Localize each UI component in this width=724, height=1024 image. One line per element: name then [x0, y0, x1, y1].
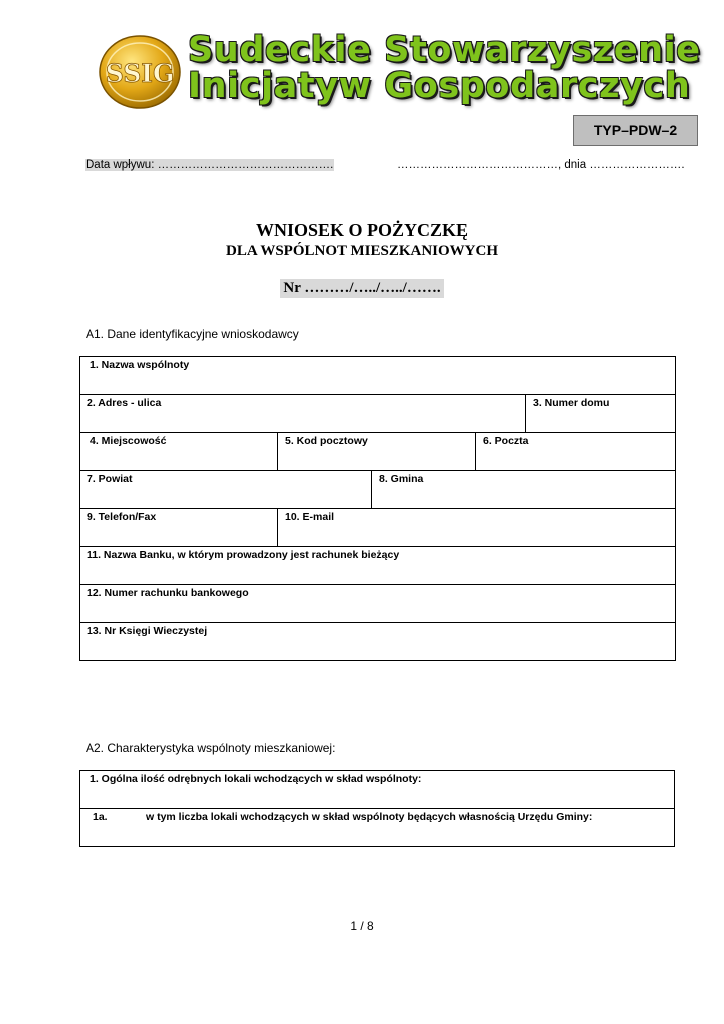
field-label: 10. E-mail [285, 511, 335, 523]
page-number: 1 / 8 [350, 919, 374, 933]
field-community-name[interactable] [80, 357, 676, 395]
application-number-wrap [0, 279, 724, 298]
logo-line-2: Inicjatyw Gospodarczych [188, 66, 691, 106]
field-municipality[interactable] [372, 471, 676, 509]
field-label: 6. Poczta [483, 435, 529, 447]
table-row [80, 585, 676, 623]
section-a2-label: A2. Charakterystyka wspólnoty mieszkaniowej: [86, 741, 336, 755]
section-a2-table [79, 770, 675, 847]
field-label: 7. Powiat [87, 473, 133, 485]
field-label: 1. Nazwa wspólnoty [90, 359, 190, 371]
field-label: 5. Kod pocztowy [285, 435, 368, 447]
field-label: 4. Miejscowość [90, 435, 167, 447]
table-row [80, 771, 675, 809]
organization-logo-text [188, 30, 701, 106]
logo-emblem-text: SSIG [105, 59, 175, 88]
table-row [80, 547, 676, 585]
place-date-field: ……………………………………, dnia ……………………. [397, 159, 685, 171]
intake-date-field: Data wpływu: ………………………………………. [86, 159, 334, 171]
table-row [80, 357, 676, 395]
logo-line-1: Sudeckie Stowarzyszenie [188, 30, 701, 70]
document-title: WNIOSEK O POŻYCZKĘ [255, 220, 469, 240]
field-label: 8. Gmina [379, 473, 424, 485]
section-a1-table [79, 356, 676, 661]
organization-logo-emblem [98, 34, 182, 110]
table-row [80, 509, 676, 547]
field-email[interactable] [278, 509, 676, 547]
table-row [80, 471, 676, 509]
field-label: 13. Nr Księgi Wieczystej [87, 625, 208, 637]
field-street-address[interactable] [80, 395, 526, 433]
field-post-office[interactable] [476, 433, 676, 471]
field-label: 12. Numer rachunku bankowego [87, 587, 249, 599]
field-phone-fax[interactable] [80, 509, 278, 547]
field-county[interactable] [80, 471, 372, 509]
table-row [80, 623, 676, 661]
field-label: 9. Telefon/Fax [87, 511, 157, 523]
field-label: 2. Adres - ulica [87, 397, 162, 409]
section-a1-label: A1. Dane identyfikacyjne wnioskodawcy [86, 327, 299, 341]
field-label: w tym liczba lokali wchodzących w skład wspólnoty będących własnością Urzędu Gminy: [146, 811, 593, 823]
table-row [80, 395, 676, 433]
field-label: 1. Ogólna ilość odrębnych lokali wchodzących w skład wspólnoty: [90, 773, 422, 785]
document-subtitle: DLA WSPÓLNOT MIESZKANIOWYCH [226, 243, 498, 259]
table-row [80, 433, 676, 471]
field-postal-code[interactable] [278, 433, 476, 471]
application-number: Nr ………/…../…../……. [280, 279, 443, 298]
field-house-number[interactable] [526, 395, 676, 433]
table-row [80, 809, 675, 847]
document-type-badge: TYP–PDW–2 [573, 115, 698, 146]
field-city[interactable] [80, 433, 278, 471]
field-label: 11. Nazwa Banku, w którym prowadzony jest rachunek bieżący [87, 549, 400, 561]
field-land-register-number[interactable] [80, 623, 676, 661]
field-number: 1a. [93, 811, 108, 823]
field-bank-name[interactable] [80, 547, 676, 585]
field-bank-account-number[interactable] [80, 585, 676, 623]
field-municipal-units[interactable] [80, 809, 675, 847]
field-total-units[interactable] [80, 771, 675, 809]
field-label: 3. Numer domu [533, 397, 610, 409]
